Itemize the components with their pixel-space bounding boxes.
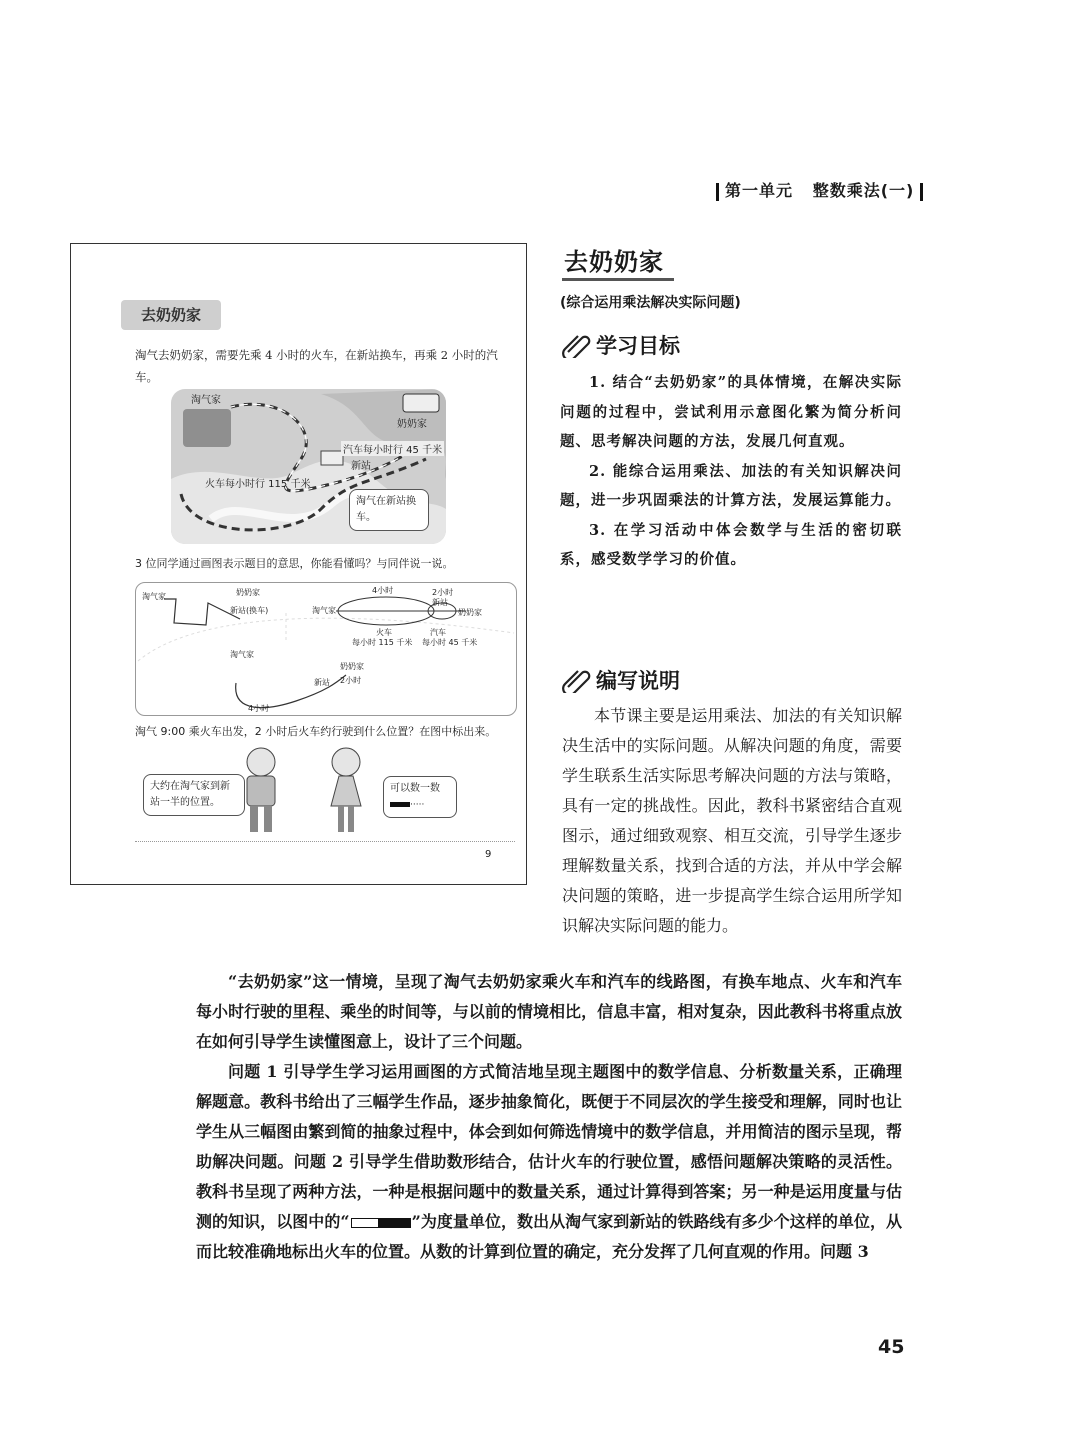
student-sketches-drawing [136, 583, 516, 715]
student-sketches [135, 582, 517, 716]
textbook-page-inset [70, 243, 527, 885]
sketch-c-2h: 2小时 [340, 676, 362, 685]
paperclip-icon [562, 667, 592, 693]
sketch-b-grandma: 奶奶家 [458, 608, 482, 617]
scale-bar-icon [351, 1218, 411, 1228]
inset-page-number: 9 [485, 849, 492, 860]
sketch-c-grandma: 奶奶家 [340, 662, 364, 671]
sketch-b-station: 新站 [432, 598, 448, 607]
body-paragraph-2-part-b: “ [340, 1212, 350, 1231]
lesson-tag: 去奶奶家 [121, 300, 221, 330]
map-label-taoqi-home: 淘气家 [191, 395, 221, 406]
inset-intro: 淘气去奶奶家，需要先乘 4 小时的火车，在新站换车，再乘 2 小时的汽车。 [135, 348, 498, 384]
paperclip-icon [562, 332, 592, 358]
goal-item: 3. 在学习活动中体会数学与生活的密切联系，感受数学学习的价值。 [560, 521, 902, 568]
header-bar-left [716, 183, 719, 201]
girl-figure-icon [321, 744, 371, 836]
sketch-b-bus-speed: 每小时 45 千米 [422, 638, 478, 647]
header-bar-right [920, 183, 923, 201]
map-label-train-speed: 火车每小时行 115 千米 [205, 479, 311, 490]
notes-paragraph: 本节课主要是运用乘法、加法的有关知识解决生活中的实际问题。从解决问题的角度，需要学生联系生活实际思考解决问题的方法与策略，具有一定的挑战性。因此，教科书紧密结合直观图示，通过细致观察、相互交流，引导学生逐步理解数量关系，找到合适的方法，并从中学会解决问题的策略，进一步提高学生综合运用所学知识解决实际问题的能力。 [562, 706, 902, 935]
body-paragraph-1: “去奶奶家”这一情境，呈现了淘气去奶奶家乘火车和汽车的线路图，有换车地点、火车和汽车每小时行驶的里程、乘坐的时间等，与以前的情境相比，信息丰富，相对复杂，因此教科书将重点放在如何引导学生读懂图意上，设计了三个问题。 [196, 972, 902, 1051]
map-label-grandma-home: 奶奶家 [397, 419, 427, 430]
student-bubble-right-text: 可以数一数 [390, 783, 440, 794]
goal-item: 1. 结合“去奶奶家”的具体情境，在解决实际问题的过程中，尝试利用示意图化繁为简分析问题、思考解决问题的方法，发展几何直观。 [560, 374, 902, 450]
page-number: 45 [878, 1336, 905, 1358]
notes-heading [562, 665, 680, 695]
sketch-a-home: 淘气家 [142, 592, 166, 601]
goals-heading [562, 330, 680, 360]
header-title: 整数乘法(一) [812, 181, 915, 200]
body-paragraph-2 [196, 1057, 902, 1267]
body-paragraph-2-part-a: 问题 1 引导学生学习运用画图的方式简洁地呈现主题图中的数学信息、分析数量关系，正确理解题意。教科书给出了三幅学生作品，逐步抽象简化，既便于不同层次的学生接受和理解，同时也让学生从三幅图由繁到简的抽象过程中，体会到如何筛选情境中的数学信息，并用简洁的图示呈现，帮助解决问题。问题 2 引导学生借助数形结合，估计火车的行驶位置，感悟问题解决策略的灵活性。教科书呈现了两种方法，一种是根据问题中的数量关系，通过计算得到答案；另一种是运用度量与估测的知识，以图中的 [196, 1062, 902, 1231]
header-unit: 第一单元 [725, 181, 794, 200]
sketch-a-grandma: 奶奶家 [236, 588, 260, 597]
sketch-a-station: 新站(换车) [230, 606, 269, 615]
student-bubble-left: 大约在淘气家到新站一半的位置。 [143, 774, 245, 816]
running-header [710, 178, 960, 202]
sketch-b-train-speed: 每小时 115 千米 [352, 638, 413, 647]
sketch-b-2h: 2小时 [432, 588, 454, 597]
sketch-b-home: 淘气家 [312, 606, 336, 615]
map-label-bus-speed: 汽车每小时行 45 千米 [341, 441, 444, 456]
scale-bar-icon [390, 802, 410, 807]
body-paragraph-2-part-c: ”为度量单位，数出从淘气家到新站的铁路线有多少个这样的单位，从而比较准确地标出火车的位置。从数的计算到位置的确定，充分发挥了几何直观的作用。问题 3 [196, 1212, 902, 1261]
question-2: 淘气 9:00 乘火车出发，2 小时后火车约行驶到什么位置？在图中标出来。 [135, 725, 497, 738]
sketch-c-home: 淘气家 [230, 650, 254, 659]
sketch-c-station: 新站 [314, 678, 330, 687]
sketch-b-bus: 汽车 [430, 628, 446, 637]
goal-item: 2. 能综合运用乘法、加法的有关知识解决问题，进一步巩固乘法的计算方法，发展运算能力。 [560, 462, 902, 509]
notes-heading-text: 编写说明 [596, 669, 680, 693]
section-title: 去奶奶家 [564, 248, 664, 276]
section-subtitle: (综合运用乘法解决实际问题) [560, 295, 741, 311]
boy-figure-icon [236, 744, 286, 836]
sketch-b-4h: 4小时 [372, 586, 394, 595]
question-1: 3 位同学通过画图表示题目的意思，你能看懂吗？与同伴说一说。 [135, 557, 454, 570]
map-bubble: 淘气在新站换车。 [349, 489, 429, 531]
goals-heading-text: 学习目标 [596, 334, 680, 358]
inset-footer-rule [135, 841, 515, 842]
title-underline [562, 278, 674, 281]
sketch-b-train: 火车 [376, 628, 392, 637]
goals-list [560, 368, 902, 575]
sketch-c-4h: 4小时 [248, 704, 270, 713]
student-bubble-right: 可以数一数 ····· [383, 776, 457, 818]
route-map [171, 389, 446, 544]
map-label-new-station: 新站 [351, 461, 371, 472]
body-text [196, 967, 902, 1267]
